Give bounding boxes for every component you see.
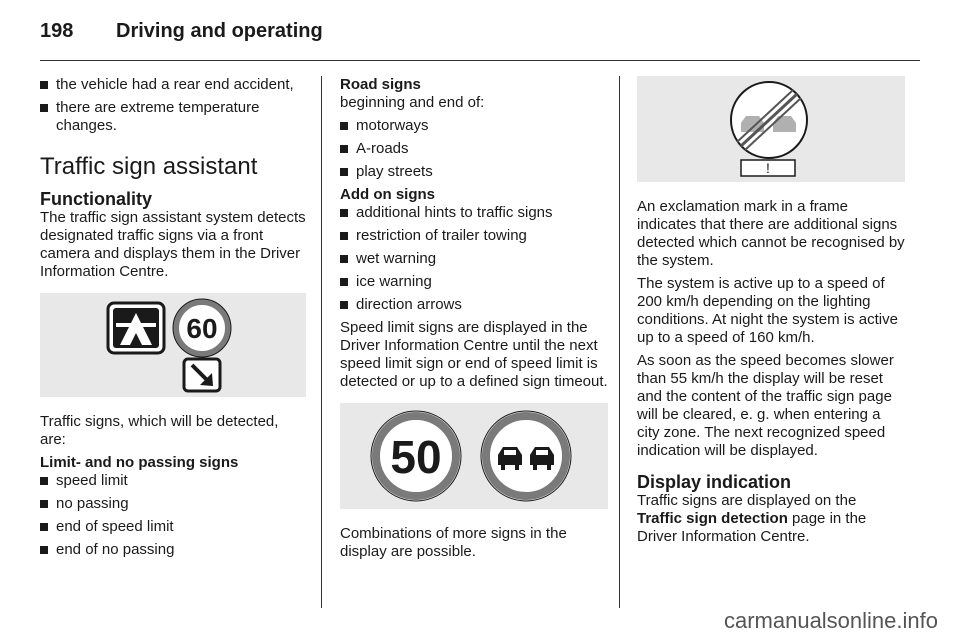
page-number: 198 xyxy=(40,20,74,42)
reset-paragraph: As soon as the speed becomes slower than 55 km/h the display will be reset and the content of the traffic sign page will be cleared, e. g. when entering a city zone. The next recognized speed indication will be displayed. xyxy=(637,352,894,459)
end-of-no-passing-icon xyxy=(731,82,807,158)
display-post: page in the Driver Information Centre. xyxy=(637,510,867,545)
active-speed-paragraph: The system is active up to a speed of 200 km/h depending on the lighting conditions. At night the system is active up to a speed of 160 km/h. xyxy=(637,275,898,346)
list-item: no passing xyxy=(40,495,306,513)
list-item: end of speed limit xyxy=(40,518,306,536)
addon-signs-label: Add on signs xyxy=(340,186,435,203)
figure-motorway-speed-svg xyxy=(40,293,306,397)
functionality-heading: Functionality xyxy=(40,189,152,209)
road-list xyxy=(340,117,608,181)
traffic-sign-detection-term: Traffic sign detection xyxy=(637,510,788,527)
speed-value: 60 xyxy=(186,313,218,344)
limit-label: Limit- and no passing signs xyxy=(40,454,239,471)
list-item: ice warning xyxy=(340,273,608,291)
frame-mark: ! xyxy=(766,160,770,176)
figure-end-no-passing-svg xyxy=(637,76,901,182)
addon-list xyxy=(340,204,608,314)
exclamation-paragraph: An exclamation mark in a frame indicates that there are additional signs detected which cannot be recognised by the system. xyxy=(637,198,905,269)
combination-paragraph: Combinations of more signs in the display are possible. xyxy=(340,525,567,560)
column-2 xyxy=(340,76,608,566)
speed-limit-50-icon xyxy=(371,411,461,501)
list-item: the vehicle had a rear end accident, xyxy=(40,76,306,94)
detected-paragraph: Traffic signs, which will be detected, are: xyxy=(40,413,279,448)
direction-arrow-icon xyxy=(184,359,220,391)
figure-speed-nopassing xyxy=(340,403,608,509)
motorway-sign-icon xyxy=(108,303,164,353)
speed-paragraph: Speed limit signs are displayed in the Driver Information Centre until the next speed limit sign or end of speed limit is detected or up to a defined sign timeout. xyxy=(340,319,608,390)
list-item: wet warning xyxy=(340,250,608,268)
road-signs-label: Road signs xyxy=(340,76,421,93)
list-item: motorways xyxy=(340,117,608,135)
section-title: Traffic sign assistant xyxy=(40,153,258,180)
list-item: A-roads xyxy=(340,140,608,158)
exclamation-frame-icon xyxy=(741,160,795,176)
speed-limit-60-icon xyxy=(173,299,231,357)
page-header xyxy=(40,16,920,61)
display-pre: Traffic signs are displayed on the xyxy=(637,492,857,509)
column-1 xyxy=(40,76,306,564)
figure-speed-nopassing-svg xyxy=(340,403,608,509)
list-item: restriction of trailer towing xyxy=(340,227,608,245)
column-divider-1 xyxy=(321,76,322,608)
display-paragraph xyxy=(637,492,905,546)
figure-end-no-passing xyxy=(637,76,905,182)
list-item: play streets xyxy=(340,163,608,181)
figure-motorway-speed xyxy=(40,293,306,397)
display-indication-heading: Display indication xyxy=(637,472,792,492)
column-3 xyxy=(637,76,905,551)
watermark: carmanualsonline.info xyxy=(723,608,938,633)
column-divider-2 xyxy=(619,76,620,608)
list-item: additional hints to traffic signs xyxy=(340,204,608,222)
list-item: direction arrows xyxy=(340,296,608,314)
no-passing-icon xyxy=(481,411,571,501)
road-intro: beginning and end of: xyxy=(340,94,485,111)
limit-list xyxy=(40,472,306,559)
page-title: Driving and operating xyxy=(116,20,323,42)
condition-list xyxy=(40,76,306,135)
speed-value: 50 xyxy=(390,431,442,483)
intro-paragraph: The traffic sign assistant system detects designated traffic signs via a front camera and displays them in the Driver Information Centre. xyxy=(40,209,306,280)
list-item: there are extreme temperature changes. xyxy=(40,99,306,135)
list-item: speed limit xyxy=(40,472,306,490)
list-item: end of no passing xyxy=(40,541,306,559)
